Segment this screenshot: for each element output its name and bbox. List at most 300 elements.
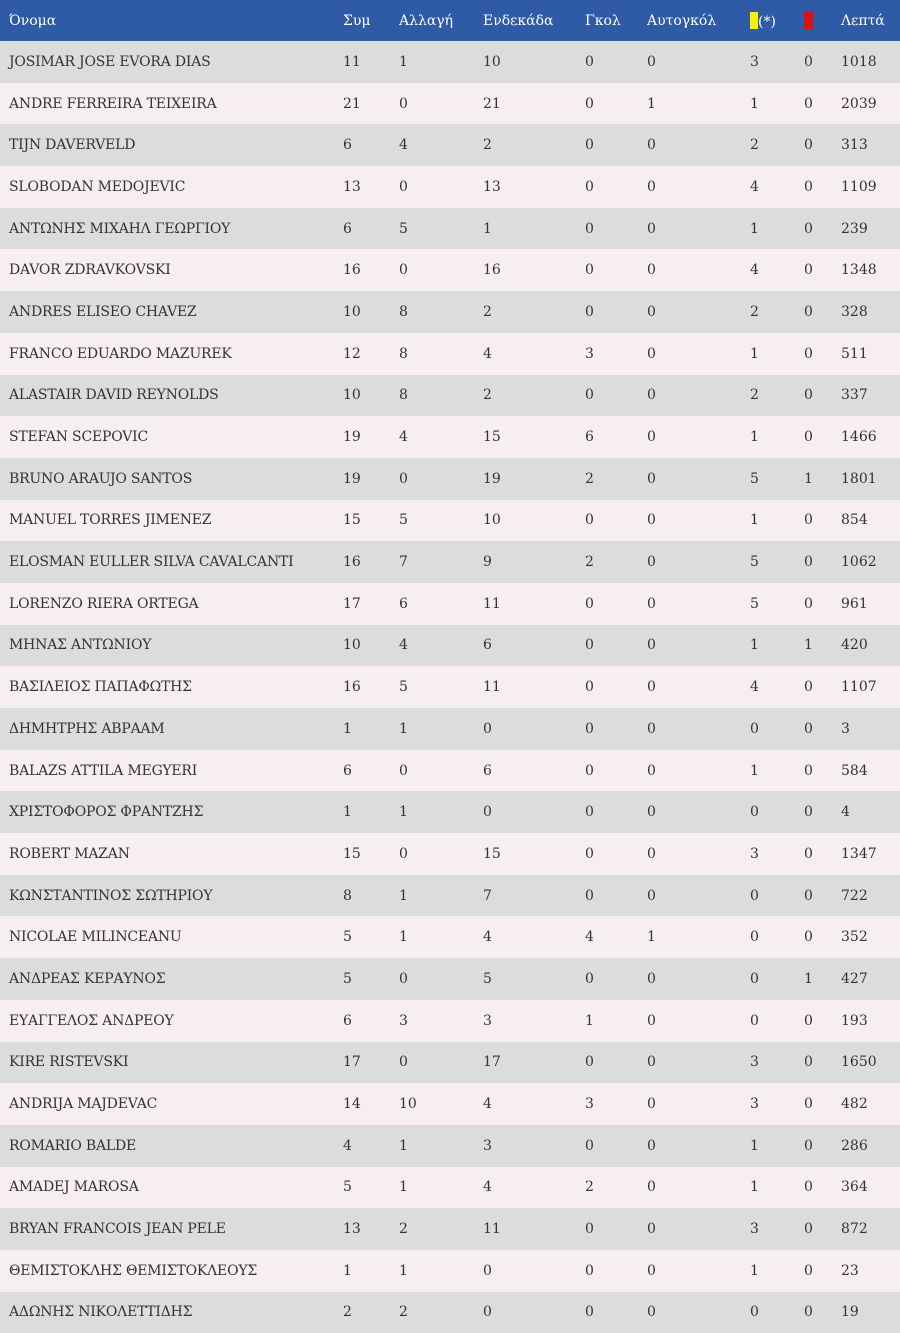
table-row <box>0 124 900 166</box>
red-cards-cell: 0 <box>804 554 813 571</box>
substitute-cell: 1 <box>399 929 408 946</box>
red-cards-cell: 0 <box>804 720 813 737</box>
red-cards-cell: 0 <box>804 1012 813 1029</box>
table-row <box>0 1000 900 1042</box>
table-row <box>0 375 900 417</box>
player-name-cell: ALASTAIR DAVID REYNOLDS <box>9 387 219 404</box>
starting-cell: 0 <box>483 804 492 821</box>
starting-cell: 4 <box>483 345 492 362</box>
yellow-cards-cell: 4 <box>750 679 759 696</box>
substitute-cell: 3 <box>399 1012 408 1029</box>
player-name-cell: NICOLAE MILINCEANU <box>9 929 182 946</box>
goals-cell: 3 <box>585 345 594 362</box>
player-name-cell: TIJN DAVERVELD <box>9 137 136 154</box>
appearances-cell: 13 <box>343 178 361 195</box>
substitute-cell: 0 <box>399 970 408 987</box>
appearances-cell: 6 <box>343 762 352 779</box>
minutes-cell: 337 <box>841 387 868 404</box>
own-goals-cell: 0 <box>647 1221 656 1238</box>
player-name-cell: FRANCO EDUARDO MAZUREK <box>9 345 232 362</box>
red-cards-cell: 0 <box>804 1137 813 1154</box>
yellow-cards-cell: 1 <box>750 429 759 446</box>
substitute-cell: 4 <box>399 137 408 154</box>
red-cards-cell: 0 <box>804 1304 813 1321</box>
yellow-cards-cell: 1 <box>750 762 759 779</box>
goals-cell: 0 <box>585 220 594 237</box>
minutes-cell: 328 <box>841 303 868 320</box>
substitute-cell: 1 <box>399 720 408 737</box>
player-name-cell: BALAZS ATTILA MEGYERI <box>9 762 198 779</box>
player-name-cell: ΑΝΔΡΕΑΣ ΚΕΡΑΥΝΟΣ <box>9 970 166 987</box>
substitute-cell: 5 <box>399 512 408 529</box>
red-cards-cell: 0 <box>804 804 813 821</box>
starting-cell: 10 <box>483 512 501 529</box>
player-name-cell: DAVOR ZDRAVKOVSKI <box>9 262 171 279</box>
player-name-cell: ΧΡΙΣΤΟΦΟΡΟΣ ΦΡΑΝΤΖΗΣ <box>9 804 204 821</box>
minutes-cell: 3 <box>841 720 850 737</box>
player-name-cell: ΜΗΝΑΣ ΑΝΤΩΝΙΟΥ <box>9 637 152 654</box>
yellow-cards-cell: 3 <box>750 1221 759 1238</box>
red-card-icon <box>804 11 813 29</box>
goals-cell: 0 <box>585 679 594 696</box>
yellow-cards-cell: 3 <box>750 1054 759 1071</box>
starting-cell: 0 <box>483 1304 492 1321</box>
table-row <box>0 833 900 875</box>
red-cards-cell: 0 <box>804 178 813 195</box>
appearances-cell: 5 <box>343 929 352 946</box>
substitute-cell: 8 <box>399 303 408 320</box>
starting-cell: 4 <box>483 929 492 946</box>
appearances-cell: 5 <box>343 970 352 987</box>
red-cards-cell: 0 <box>804 387 813 404</box>
substitute-cell: 1 <box>399 887 408 904</box>
own-goals-cell: 0 <box>647 387 656 404</box>
appearances-cell: 14 <box>343 1096 361 1113</box>
red-cards-cell: 0 <box>804 1054 813 1071</box>
starting-cell: 21 <box>483 95 501 112</box>
yellow-cards-cell: 1 <box>750 95 759 112</box>
starting-cell: 0 <box>483 720 492 737</box>
minutes-cell: 4 <box>841 804 850 821</box>
player-name-cell: JOSIMAR JOSE EVORA DIAS <box>9 53 211 70</box>
goals-cell: 0 <box>585 303 594 320</box>
minutes-cell: 1466 <box>841 429 877 446</box>
goals-cell: 0 <box>585 1137 594 1154</box>
goals-cell: 0 <box>585 53 594 70</box>
substitute-cell: 4 <box>399 637 408 654</box>
player-name-cell: ΕΥΑΓΓΕΛΟΣ ΑΝΔΡΕΟΥ <box>9 1012 174 1029</box>
yellow-cards-cell: 0 <box>750 804 759 821</box>
yellow-cards-cell: 1 <box>750 512 759 529</box>
table-row <box>0 958 900 1000</box>
appearances-cell: 16 <box>343 262 361 279</box>
yellow-cards-cell: 1 <box>750 1179 759 1196</box>
table-row <box>0 708 900 750</box>
starting-cell: 6 <box>483 762 492 779</box>
substitute-cell: 8 <box>399 387 408 404</box>
substitute-cell: 1 <box>399 1137 408 1154</box>
table-row <box>0 1167 900 1209</box>
starting-cell: 9 <box>483 554 492 571</box>
starting-cell: 5 <box>483 970 492 987</box>
starting-cell: 7 <box>483 887 492 904</box>
own-goals-cell: 0 <box>647 137 656 154</box>
yellow-cards-cell: 1 <box>750 637 759 654</box>
minutes-cell: 872 <box>841 1221 868 1238</box>
red-cards-cell: 0 <box>804 220 813 237</box>
red-cards-cell: 0 <box>804 929 813 946</box>
appearances-cell: 21 <box>343 95 361 112</box>
own-goals-cell: 0 <box>647 887 656 904</box>
header-substitute[interactable]: Αλλαγή <box>399 12 454 29</box>
minutes-cell: 427 <box>841 970 868 987</box>
minutes-cell: 511 <box>841 345 868 362</box>
appearances-cell: 19 <box>343 470 361 487</box>
appearances-cell: 6 <box>343 220 352 237</box>
yellow-cards-cell: 1 <box>750 1262 759 1279</box>
appearances-cell: 5 <box>343 1179 352 1196</box>
yellow-cards-cell: 5 <box>750 595 759 612</box>
goals-cell: 2 <box>585 554 594 571</box>
goals-cell: 2 <box>585 1179 594 1196</box>
substitute-cell: 1 <box>399 1179 408 1196</box>
goals-cell: 0 <box>585 178 594 195</box>
own-goals-cell: 0 <box>647 512 656 529</box>
table-row <box>0 41 900 83</box>
substitute-cell: 5 <box>399 679 408 696</box>
substitute-cell: 8 <box>399 345 408 362</box>
minutes-cell: 1109 <box>841 178 877 195</box>
table-body <box>0 41 900 1333</box>
table-row <box>0 416 900 458</box>
yellow-cards-cell: 4 <box>750 262 759 279</box>
goals-cell: 0 <box>585 845 594 862</box>
yellow-card-icon <box>750 12 758 29</box>
player-name-cell: MANUEL TORRES JIMENEZ <box>9 512 212 529</box>
header-row <box>0 0 900 41</box>
starting-cell: 4 <box>483 1179 492 1196</box>
appearances-cell: 12 <box>343 345 361 362</box>
minutes-cell: 1107 <box>841 679 877 696</box>
red-cards-cell: 0 <box>804 345 813 362</box>
starting-cell: 15 <box>483 845 501 862</box>
starting-cell: 3 <box>483 1012 492 1029</box>
starting-cell: 15 <box>483 429 501 446</box>
red-cards-cell: 0 <box>804 1096 813 1113</box>
table-row <box>0 1042 900 1084</box>
minutes-cell: 2039 <box>841 95 877 112</box>
own-goals-cell: 0 <box>647 845 656 862</box>
own-goals-cell: 0 <box>647 470 656 487</box>
appearances-cell: 17 <box>343 595 361 612</box>
table-header <box>0 0 900 41</box>
yellow-cards-cell: 2 <box>750 137 759 154</box>
minutes-cell: 1062 <box>841 554 877 571</box>
table-row <box>0 458 900 500</box>
own-goals-cell: 1 <box>647 929 656 946</box>
goals-cell: 0 <box>585 637 594 654</box>
appearances-cell: 8 <box>343 887 352 904</box>
goals-cell: 0 <box>585 1054 594 1071</box>
own-goals-cell: 0 <box>647 1304 656 1321</box>
red-cards-cell: 1 <box>804 970 813 987</box>
appearances-cell: 11 <box>343 53 361 70</box>
minutes-cell: 1347 <box>841 845 877 862</box>
own-goals-cell: 0 <box>647 1012 656 1029</box>
substitute-cell: 0 <box>399 762 408 779</box>
table-row <box>0 583 900 625</box>
minutes-cell: 1018 <box>841 53 877 70</box>
red-cards-cell: 0 <box>804 1221 813 1238</box>
starting-cell: 11 <box>483 679 501 696</box>
yellow-cards-cell: 4 <box>750 178 759 195</box>
yellow-cards-suffix: (*) <box>758 13 776 30</box>
starting-cell: 2 <box>483 387 492 404</box>
yellow-cards-cell: 2 <box>750 387 759 404</box>
table-row <box>0 208 900 250</box>
minutes-cell: 1650 <box>841 1054 877 1071</box>
own-goals-cell: 0 <box>647 178 656 195</box>
table-row <box>0 333 900 375</box>
substitute-cell: 0 <box>399 95 408 112</box>
header-yellow-cards[interactable] <box>750 0 804 41</box>
own-goals-cell: 0 <box>647 595 656 612</box>
header-minutes[interactable]: Λεπτά <box>841 12 885 29</box>
yellow-cards-cell: 1 <box>750 220 759 237</box>
appearances-cell: 1 <box>343 804 352 821</box>
player-name-cell: KIRE RISTEVSKI <box>9 1054 129 1071</box>
appearances-cell: 10 <box>343 303 361 320</box>
starting-cell: 17 <box>483 1054 501 1071</box>
table-row <box>0 1208 900 1250</box>
table-row <box>0 916 900 958</box>
starting-cell: 11 <box>483 595 501 612</box>
red-cards-cell: 0 <box>804 303 813 320</box>
table-row <box>0 249 900 291</box>
goals-cell: 2 <box>585 470 594 487</box>
player-name-cell: ΘΕΜΙΣΤΟΚΛΗΣ ΘΕΜΙΣΤΟΚΛΕΟΥΣ <box>9 1262 258 1279</box>
table-row <box>0 1292 900 1333</box>
substitute-cell: 1 <box>399 804 408 821</box>
own-goals-cell: 0 <box>647 1054 656 1071</box>
table-row <box>0 1083 900 1125</box>
own-goals-cell: 0 <box>647 1137 656 1154</box>
red-cards-cell: 0 <box>804 137 813 154</box>
substitute-cell: 0 <box>399 262 408 279</box>
goals-cell: 0 <box>585 512 594 529</box>
appearances-cell: 15 <box>343 845 361 862</box>
starting-cell: 11 <box>483 1221 501 1238</box>
substitute-cell: 10 <box>399 1096 417 1113</box>
starting-cell: 3 <box>483 1137 492 1154</box>
table-row <box>0 625 900 667</box>
header-appearances[interactable]: Συμ <box>343 12 371 29</box>
player-name-cell: ROBERT MAZAN <box>9 845 130 862</box>
appearances-cell: 16 <box>343 554 361 571</box>
minutes-cell: 420 <box>841 637 868 654</box>
goals-cell: 0 <box>585 970 594 987</box>
starting-cell: 19 <box>483 470 501 487</box>
player-name-cell: ΒΑΣΙΛΕΙΟΣ ΠΑΠΑΦΩΤΗΣ <box>9 679 192 696</box>
appearances-cell: 1 <box>343 1262 352 1279</box>
minutes-cell: 364 <box>841 1179 868 1196</box>
player-name-cell: BRUNO ARAUJO SANTOS <box>9 470 193 487</box>
starting-cell: 16 <box>483 262 501 279</box>
header-starting[interactable]: Ενδεκάδα <box>483 12 554 29</box>
own-goals-cell: 1 <box>647 95 656 112</box>
goals-cell: 0 <box>585 1262 594 1279</box>
appearances-cell: 10 <box>343 387 361 404</box>
goals-cell: 0 <box>585 720 594 737</box>
header-goals[interactable]: Γκολ <box>585 12 621 29</box>
yellow-cards-cell: 2 <box>750 303 759 320</box>
red-cards-cell: 0 <box>804 429 813 446</box>
own-goals-cell: 0 <box>647 1179 656 1196</box>
player-name-cell: ΔΗΜΗΤΡΗΣ ΑΒΡΑΑΜ <box>9 720 165 737</box>
starting-cell: 10 <box>483 53 501 70</box>
substitute-cell: 2 <box>399 1304 408 1321</box>
minutes-cell: 961 <box>841 595 868 612</box>
appearances-cell: 6 <box>343 137 352 154</box>
starting-cell: 0 <box>483 1262 492 1279</box>
red-cards-cell: 1 <box>804 470 813 487</box>
own-goals-cell: 0 <box>647 970 656 987</box>
appearances-cell: 2 <box>343 1304 352 1321</box>
player-name-cell: ANDRIJA MAJDEVAC <box>9 1096 158 1113</box>
yellow-cards-cell: 3 <box>750 53 759 70</box>
minutes-cell: 23 <box>841 1262 859 1279</box>
appearances-cell: 10 <box>343 637 361 654</box>
appearances-cell: 6 <box>343 1012 352 1029</box>
minutes-cell: 854 <box>841 512 868 529</box>
minutes-cell: 239 <box>841 220 868 237</box>
red-cards-cell: 0 <box>804 1262 813 1279</box>
appearances-cell: 15 <box>343 512 361 529</box>
goals-cell: 0 <box>585 137 594 154</box>
minutes-cell: 19 <box>841 1304 859 1321</box>
red-cards-cell: 0 <box>804 1179 813 1196</box>
red-cards-cell: 0 <box>804 887 813 904</box>
goals-cell: 0 <box>585 887 594 904</box>
player-name-cell: ROMARIO BALDE <box>9 1137 137 1154</box>
goals-cell: 0 <box>585 762 594 779</box>
player-name-cell: BRYAN FRANCOIS JEAN PELE <box>9 1221 226 1238</box>
yellow-cards-cell: 3 <box>750 1096 759 1113</box>
table-row <box>0 1125 900 1167</box>
table-row <box>0 500 900 542</box>
own-goals-cell: 0 <box>647 220 656 237</box>
appearances-cell: 4 <box>343 1137 352 1154</box>
yellow-cards-cell: 5 <box>750 470 759 487</box>
appearances-cell: 1 <box>343 720 352 737</box>
appearances-cell: 16 <box>343 679 361 696</box>
table-row <box>0 750 900 792</box>
substitute-cell: 0 <box>399 845 408 862</box>
minutes-cell: 352 <box>841 929 868 946</box>
yellow-cards-cell: 0 <box>750 887 759 904</box>
minutes-cell: 313 <box>841 137 868 154</box>
yellow-cards-cell: 3 <box>750 845 759 862</box>
starting-cell: 13 <box>483 178 501 195</box>
player-name-cell: ELOSMAN EULLER SILVA CAVALCANTI <box>9 554 294 571</box>
red-cards-cell: 0 <box>804 845 813 862</box>
substitute-cell: 0 <box>399 178 408 195</box>
goals-cell: 1 <box>585 1012 594 1029</box>
yellow-cards-cell: 0 <box>750 1304 759 1321</box>
own-goals-cell: 0 <box>647 762 656 779</box>
appearances-cell: 19 <box>343 429 361 446</box>
table-row <box>0 791 900 833</box>
yellow-cards-cell: 1 <box>750 345 759 362</box>
yellow-cards-cell: 0 <box>750 929 759 946</box>
goals-cell: 6 <box>585 429 594 446</box>
player-name-cell: ΚΩΝΣΤΑΝΤΙΝΟΣ ΣΩΤΗΡΙΟΥ <box>9 887 213 904</box>
table-row <box>0 291 900 333</box>
own-goals-cell: 0 <box>647 345 656 362</box>
substitute-cell: 1 <box>399 53 408 70</box>
minutes-cell: 1801 <box>841 470 877 487</box>
header-name[interactable]: Όνομα <box>9 12 57 29</box>
red-cards-cell: 0 <box>804 762 813 779</box>
player-name-cell: LORENZO RIERA ORTEGA <box>9 595 199 612</box>
red-cards-cell: 0 <box>804 595 813 612</box>
minutes-cell: 286 <box>841 1137 868 1154</box>
own-goals-cell: 0 <box>647 1096 656 1113</box>
goals-cell: 0 <box>585 1304 594 1321</box>
own-goals-cell: 0 <box>647 53 656 70</box>
substitute-cell: 6 <box>399 595 408 612</box>
starting-cell: 4 <box>483 1096 492 1113</box>
goals-cell: 0 <box>585 387 594 404</box>
own-goals-cell: 0 <box>647 262 656 279</box>
minutes-cell: 584 <box>841 762 868 779</box>
goals-cell: 0 <box>585 1221 594 1238</box>
player-name-cell: SLOBODAN MEDOJEVIC <box>9 178 186 195</box>
player-name-cell: ΑΔΩΝΗΣ ΝΙΚΟΛΕΤΤΙΔΗΣ <box>9 1304 193 1321</box>
player-name-cell: ΑΝΤΩΝΗΣ ΜΙΧΑΗΛ ΓΕΩΡΓΙΟΥ <box>9 220 231 237</box>
minutes-cell: 722 <box>841 887 868 904</box>
substitute-cell: 1 <box>399 1262 408 1279</box>
substitute-cell: 5 <box>399 220 408 237</box>
header-own-goals[interactable]: Αυτογκόλ <box>647 12 717 29</box>
minutes-cell: 1348 <box>841 262 877 279</box>
own-goals-cell: 0 <box>647 429 656 446</box>
substitute-cell: 4 <box>399 429 408 446</box>
substitute-cell: 2 <box>399 1221 408 1238</box>
starting-cell: 6 <box>483 637 492 654</box>
player-name-cell: ANDRES ELISEO CHAVEZ <box>9 303 197 320</box>
goals-cell: 0 <box>585 595 594 612</box>
yellow-cards-cell: 0 <box>750 1012 759 1029</box>
player-name-cell: STEFAN SCEPOVIC <box>9 429 148 446</box>
red-cards-cell: 1 <box>804 637 813 654</box>
player-name-cell: AMADEJ MAROSA <box>9 1179 139 1196</box>
player-name-cell: ANDRE FERREIRA TEIXEIRA <box>9 95 217 112</box>
own-goals-cell: 0 <box>647 804 656 821</box>
starting-cell: 1 <box>483 220 492 237</box>
red-cards-cell: 0 <box>804 262 813 279</box>
goals-cell: 3 <box>585 1096 594 1113</box>
own-goals-cell: 0 <box>647 303 656 320</box>
substitute-cell: 7 <box>399 554 408 571</box>
table-row <box>0 166 900 208</box>
red-cards-cell: 0 <box>804 679 813 696</box>
header-red-cards[interactable] <box>804 0 841 41</box>
starting-cell: 2 <box>483 303 492 320</box>
goals-cell: 0 <box>585 95 594 112</box>
red-cards-cell: 0 <box>804 512 813 529</box>
yellow-cards-cell: 1 <box>750 1137 759 1154</box>
